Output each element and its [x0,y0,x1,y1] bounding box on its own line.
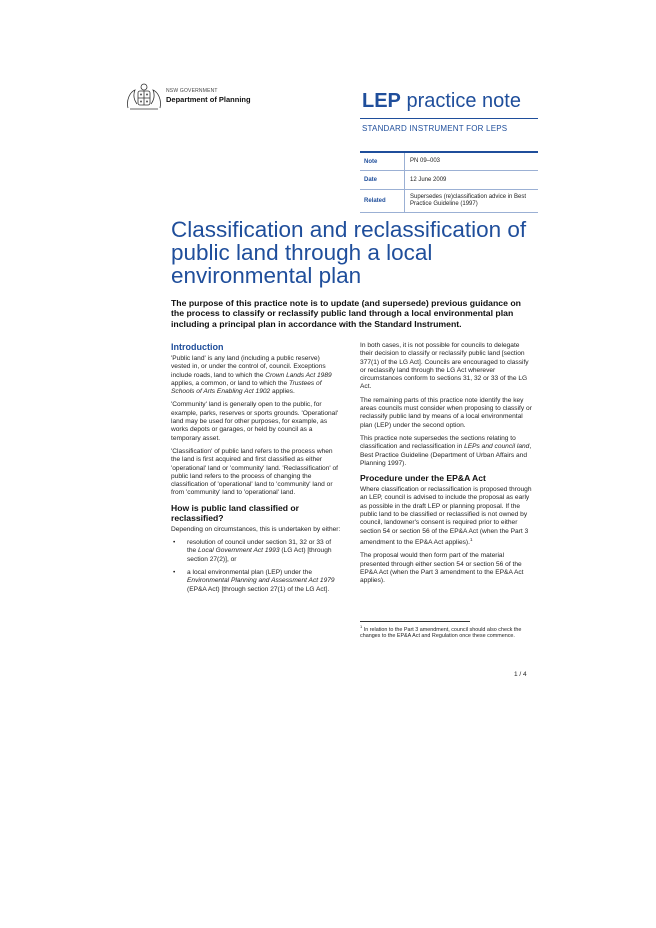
text-run: 'Public land' is any land (including a public reserve) vested in, or under the control of, council. Exceptions include roads, land to which the [171,355,326,379]
nsw-coat-of-arms-icon [124,82,164,112]
left-column [171,342,341,599]
text-run: Where classification or reclassification is proposed through an LEP, council is advised to include the proposal as early as possible in the draft LEP or planning proposal. If the public land to be classified or reclassified is not owned by council, landowner's consent is required prior to either section 54 or section 56 of the EP&A Act (when the Part 3 amendment to the EP&A Act applies). [360,486,532,547]
procedure-heading: Procedure under the EP&A Act [360,473,486,484]
depending-paragraph: Depending on circumstances, this is undertaken by either: [171,525,341,533]
standard-instrument-label: STANDARD INSTRUMENT FOR LEPS [362,124,508,133]
header-divider [360,118,538,119]
page-number: 1 / 4 [514,671,527,678]
footnote-reference: 1 [469,536,473,542]
act-title-epa: Environmental Planning and Assessment Act 1979 [187,577,335,585]
purpose-paragraph: The purpose of this practice note is to update (and supersede) previous guidance on the process to classify or reclassify public land through a local environmental plan including a principal plan in accordance with the Standard Instrument. [171,298,521,329]
footnote-number: 1 [360,624,363,629]
footnote-text: In relation to the Part 3 amendment, council should also check the changes to the EP&A Act and Regulation once these commence. [360,626,522,640]
note-meta-table [360,153,538,213]
classification-paragraph: 'Classification' of public land refers to the process when the land is first acquired and first classified as either 'operational' land or 'community' land. 'Reclassification' of public land refers to the process of changing the classification of 'operational' land to 'community' land or from 'community' land to 'operational' land. [171,447,338,497]
right-column [360,342,532,591]
practice-note-title-bold: LEP [362,90,401,112]
department-name: Department of Planning [166,95,251,104]
procedure-paragraph [360,486,532,547]
community-land-paragraph: 'Community' land is generally open to the public, for example, parks, reserves or sports grounds. 'Operational' land may be used for other purposes, for example, as works depots or garages, or held by council as a temporary asset. [171,401,339,442]
text-run: applies, a common, or land to which the [171,379,290,387]
text-run: resolution of council under section 31, 32 or 33 of the [187,539,332,555]
guideline-title: LEPs and council land [464,443,530,451]
meta-key-note: Note [360,153,405,171]
delegation-paragraph: In both cases, it is not possible for councils to delegate their decision to classify or reclassify public land [section 377(1) of the LG Act]. Councils are encouraged to classify or reclassify land through the LG Act wherever circumstances conform to sections 31, 32 or 33 of the LG Act. [360,342,529,391]
meta-key-related: Related [360,190,405,213]
method-list [171,539,341,594]
meta-row-note [360,153,538,171]
act-title-trustees: Trustees of Schools of Arts Enabling Act 1902 [171,379,322,396]
meta-row-related [360,190,538,213]
text-run: (EP&A Act) [through section 27(1) of the LG Act]. [187,585,330,593]
introduction-heading: Introduction [171,342,224,352]
public-land-paragraph [171,355,341,396]
meta-value-date: 12 June 2009 [405,171,539,190]
proposal-paragraph: The proposal would then form part of the material presented through either section 54 or section 56 of the EP&A Act (when the Part 3 amendment to the EP&A Act applies). [360,552,524,585]
text-run: applies. [270,388,295,396]
text-run: a local environmental plan (LEP) under the [187,568,312,576]
how-classified-heading: How is public land classified or reclassified? [171,502,299,523]
practice-note-title [362,90,521,113]
act-title-local-government: Local Government Act 1993 [198,547,280,555]
meta-row-date [360,171,538,190]
text-run: (LG Act) [through section 27(2)], or [187,547,332,563]
text-run: This practice note supersedes the sections relating to classification and reclassification in [360,434,516,451]
meta-value-related: Supersedes (re)classification advice in Best Practice Guideline (1997) [405,190,539,213]
list-item [171,569,341,594]
meta-key-date: Date [360,171,405,190]
document-title: Classification and reclassification of public land through a local environmental plan [171,217,527,288]
meta-value-note: PN 09–003 [405,153,539,171]
practice-note-title-rest: practice note [400,90,521,112]
footnote-divider [360,621,470,622]
text-run: , Best Practice Guideline (Department of Urban Affairs and Planning 1997). [360,443,532,467]
remaining-parts-paragraph: The remaining parts of this practice note identify the key areas councils must consider when proposing to classify or reclassify public land by means of a local environmental plan (LEP) under the second option. [360,396,532,429]
list-item [171,539,341,564]
government-label: NSW GOVERNMENT [166,88,218,94]
footnote [360,624,532,640]
supersedes-paragraph [360,435,532,468]
act-title-crown-lands: Crown Lands Act 1989 [265,371,332,379]
